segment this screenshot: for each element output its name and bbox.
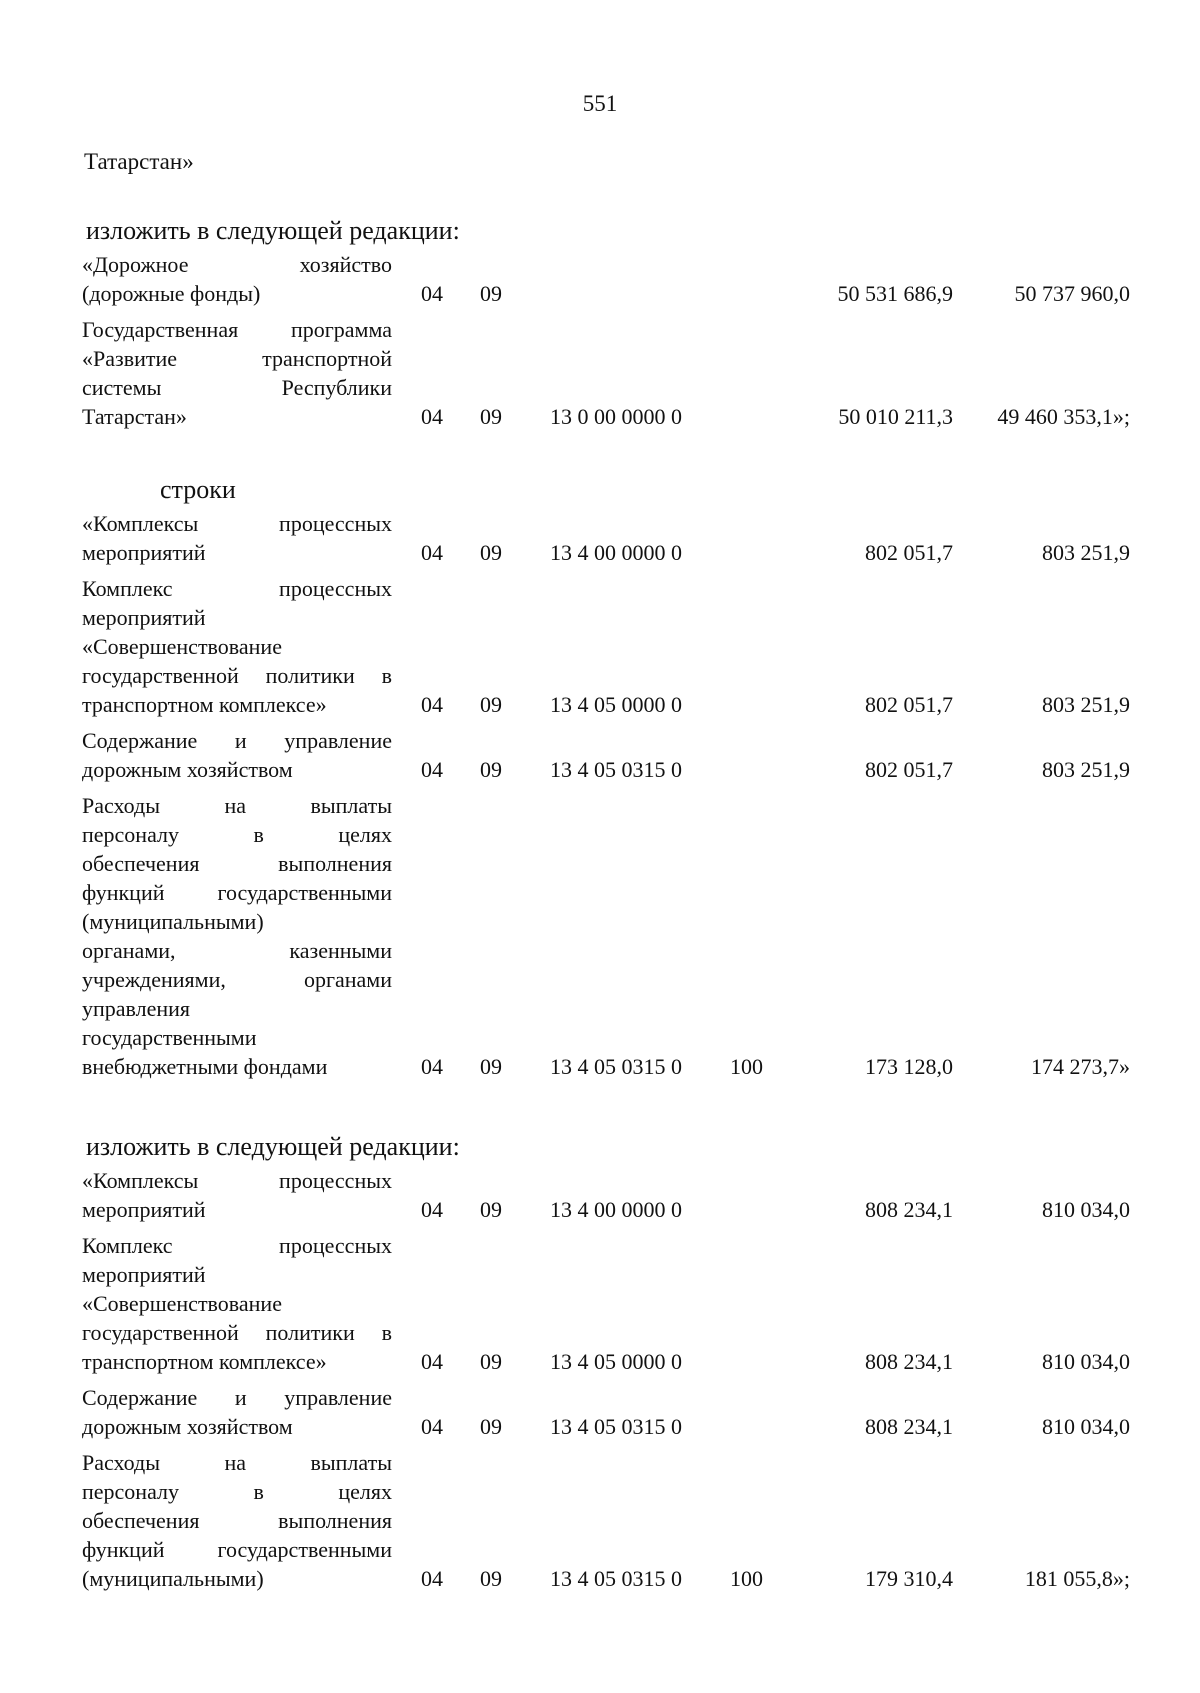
row-name-line: Государственная программа bbox=[82, 317, 392, 342]
section-code: 04 bbox=[421, 692, 443, 717]
row-name-line: управления bbox=[82, 996, 191, 1021]
amount-year-2: 181 055,8»; bbox=[1024, 1566, 1130, 1591]
row-name-line: транспортном комплексе» bbox=[82, 692, 327, 717]
target-article-code: 13 4 00 0000 0 bbox=[550, 1197, 682, 1222]
amount-year-2: 810 034,0 bbox=[1042, 1349, 1130, 1374]
row-name-line: государственной политики в bbox=[82, 1320, 392, 1345]
amount-year-1: 50 010 211,3 bbox=[838, 404, 953, 429]
amount-year-1: 802 051,7 bbox=[865, 757, 953, 782]
row-name-line: (муниципальными) bbox=[82, 1566, 264, 1591]
row-name-line: «Комплексы процессных bbox=[82, 511, 392, 536]
heading-lines: строки bbox=[160, 475, 236, 504]
amount-year-1: 808 234,1 bbox=[865, 1414, 953, 1439]
row-name-line: Содержание и управление bbox=[82, 728, 392, 753]
table-row bbox=[82, 1444, 1130, 1596]
page-number: 551 bbox=[582, 91, 618, 116]
amount-year-2: 803 251,9 bbox=[1042, 757, 1130, 782]
row-name bbox=[82, 787, 392, 1084]
table-row bbox=[82, 1379, 1130, 1444]
row-name-line: (муниципальными) bbox=[82, 909, 264, 934]
target-article-code: 13 4 05 0000 0 bbox=[550, 692, 682, 717]
row-name bbox=[82, 722, 392, 787]
section-code: 04 bbox=[421, 540, 443, 565]
budget-table-1 bbox=[82, 246, 1130, 434]
row-name-line: «Дорожное хозяйство bbox=[82, 252, 392, 277]
heading-amend-2: изложить в следующей редакции: bbox=[86, 1132, 460, 1161]
table-row bbox=[82, 787, 1130, 1084]
row-name-line: государственными bbox=[82, 1025, 257, 1050]
row-name-line: Комплекс процессных bbox=[82, 1233, 392, 1258]
amount-year-2: 803 251,9 bbox=[1042, 540, 1130, 565]
subsection-code: 09 bbox=[480, 281, 502, 306]
target-article-code: 13 4 00 0000 0 bbox=[550, 540, 682, 565]
amount-year-1: 808 234,1 bbox=[865, 1197, 953, 1222]
row-name bbox=[82, 1444, 392, 1596]
section-code: 04 bbox=[421, 757, 443, 782]
row-name-line: обеспечения выполнения bbox=[82, 1508, 392, 1533]
expense-type-code bbox=[730, 1162, 796, 1227]
row-name bbox=[82, 1379, 392, 1444]
row-name-line: «Развитие транспортной bbox=[82, 346, 392, 371]
expense-type-code: 100 bbox=[730, 1566, 763, 1591]
amount-year-2: 50 737 960,0 bbox=[1014, 281, 1130, 306]
row-name-line: государственной политики в bbox=[82, 663, 392, 688]
budget-table-body bbox=[82, 1162, 1130, 1596]
expense-type-code bbox=[730, 505, 796, 570]
section-code: 04 bbox=[421, 404, 443, 429]
budget-table-3 bbox=[82, 1162, 1130, 1596]
section-code: 04 bbox=[421, 1414, 443, 1439]
table-row bbox=[82, 722, 1130, 787]
subsection-code: 09 bbox=[480, 692, 502, 717]
expense-type-code bbox=[730, 1227, 796, 1379]
expense-type-code bbox=[730, 1379, 796, 1444]
row-name-line: функций государственными bbox=[82, 880, 392, 905]
target-article-code: 13 4 05 0315 0 bbox=[550, 757, 682, 782]
subsection-code: 09 bbox=[480, 540, 502, 565]
section-code: 04 bbox=[421, 1054, 443, 1079]
subsection-code: 09 bbox=[480, 1414, 502, 1439]
row-name-line: обеспечения выполнения bbox=[82, 851, 392, 876]
row-name-line: Содержание и управление bbox=[82, 1385, 392, 1410]
row-name-line: органами, казенными bbox=[82, 938, 392, 963]
amount-year-1: 802 051,7 bbox=[865, 540, 953, 565]
target-article-code: 13 4 05 0315 0 bbox=[550, 1414, 682, 1439]
target-article-code: 13 4 05 0000 0 bbox=[550, 1349, 682, 1374]
row-name-line: «Совершенствование bbox=[82, 634, 282, 659]
row-name-line: мероприятий bbox=[82, 540, 206, 565]
table-row bbox=[82, 246, 1130, 311]
section-code: 04 bbox=[421, 1197, 443, 1222]
row-name-line: внебюджетными фондами bbox=[82, 1054, 328, 1079]
amount-year-1: 173 128,0 bbox=[865, 1054, 953, 1079]
section-code: 04 bbox=[421, 1349, 443, 1374]
row-name-line: учреждениями, органами bbox=[82, 967, 392, 992]
row-name-line: мероприятий bbox=[82, 1262, 206, 1287]
amount-year-2: 803 251,9 bbox=[1042, 692, 1130, 717]
subsection-code: 09 bbox=[480, 1349, 502, 1374]
section-code: 04 bbox=[421, 281, 443, 306]
table-row bbox=[82, 311, 1130, 434]
amount-year-2: 49 460 353,1»; bbox=[997, 404, 1130, 429]
target-article-code: 13 4 05 0315 0 bbox=[550, 1566, 682, 1591]
lead-text: Татарстан» bbox=[84, 149, 194, 174]
row-name-line: мероприятий bbox=[82, 1197, 206, 1222]
target-article-code: 13 0 00 0000 0 bbox=[550, 404, 682, 429]
section-code: 04 bbox=[421, 1566, 443, 1591]
row-name-line: транспортном комплексе» bbox=[82, 1349, 327, 1374]
expense-type-code bbox=[730, 246, 796, 311]
expense-type-code: 100 bbox=[730, 1054, 763, 1079]
row-name bbox=[82, 311, 392, 434]
amount-year-1: 808 234,1 bbox=[865, 1349, 953, 1374]
row-name bbox=[82, 1227, 392, 1379]
row-name-line: дорожным хозяйством bbox=[82, 1414, 293, 1439]
table-row bbox=[82, 1227, 1130, 1379]
amount-year-2: 810 034,0 bbox=[1042, 1197, 1130, 1222]
table-row bbox=[82, 1162, 1130, 1227]
expense-type-code bbox=[730, 722, 796, 787]
row-name-line: Расходы на выплаты bbox=[82, 1450, 392, 1475]
amount-year-1: 179 310,4 bbox=[865, 1566, 953, 1591]
row-name-line: Расходы на выплаты bbox=[82, 793, 392, 818]
table-row bbox=[82, 570, 1130, 722]
row-name bbox=[82, 505, 392, 570]
target-article-code bbox=[550, 246, 730, 311]
budget-table-body bbox=[82, 246, 1130, 434]
budget-table-2 bbox=[82, 505, 1130, 1084]
row-name-line: «Совершенствование bbox=[82, 1291, 282, 1316]
row-name bbox=[82, 246, 392, 311]
row-name bbox=[82, 1162, 392, 1227]
budget-table-body bbox=[82, 505, 1130, 1084]
target-article-code: 13 4 05 0315 0 bbox=[550, 1054, 682, 1079]
amount-year-1: 50 531 686,9 bbox=[837, 281, 953, 306]
row-name-line: (дорожные фонды) bbox=[82, 281, 261, 306]
row-name-line: персоналу в целях bbox=[82, 1479, 392, 1504]
subsection-code: 09 bbox=[480, 404, 502, 429]
expense-type-code bbox=[730, 570, 796, 722]
row-name-line: Комплекс процессных bbox=[82, 576, 392, 601]
amount-year-2: 810 034,0 bbox=[1042, 1414, 1130, 1439]
row-name-line: «Комплексы процессных bbox=[82, 1168, 392, 1193]
subsection-code: 09 bbox=[480, 1054, 502, 1079]
row-name-line: мероприятий bbox=[82, 605, 206, 630]
subsection-code: 09 bbox=[480, 1566, 502, 1591]
row-name-line: персоналу в целях bbox=[82, 822, 392, 847]
heading-amend-1: изложить в следующей редакции: bbox=[86, 216, 460, 245]
row-name-line: системы Республики bbox=[82, 375, 392, 400]
amount-year-2: 174 273,7» bbox=[1031, 1054, 1130, 1079]
row-name-line: Татарстан» bbox=[82, 404, 187, 429]
row-name-line: функций государственными bbox=[82, 1537, 392, 1562]
subsection-code: 09 bbox=[480, 1197, 502, 1222]
row-name-line: дорожным хозяйством bbox=[82, 757, 293, 782]
amount-year-1: 802 051,7 bbox=[865, 692, 953, 717]
expense-type-code bbox=[730, 311, 796, 434]
subsection-code: 09 bbox=[480, 757, 502, 782]
table-row bbox=[82, 505, 1130, 570]
row-name bbox=[82, 570, 392, 722]
